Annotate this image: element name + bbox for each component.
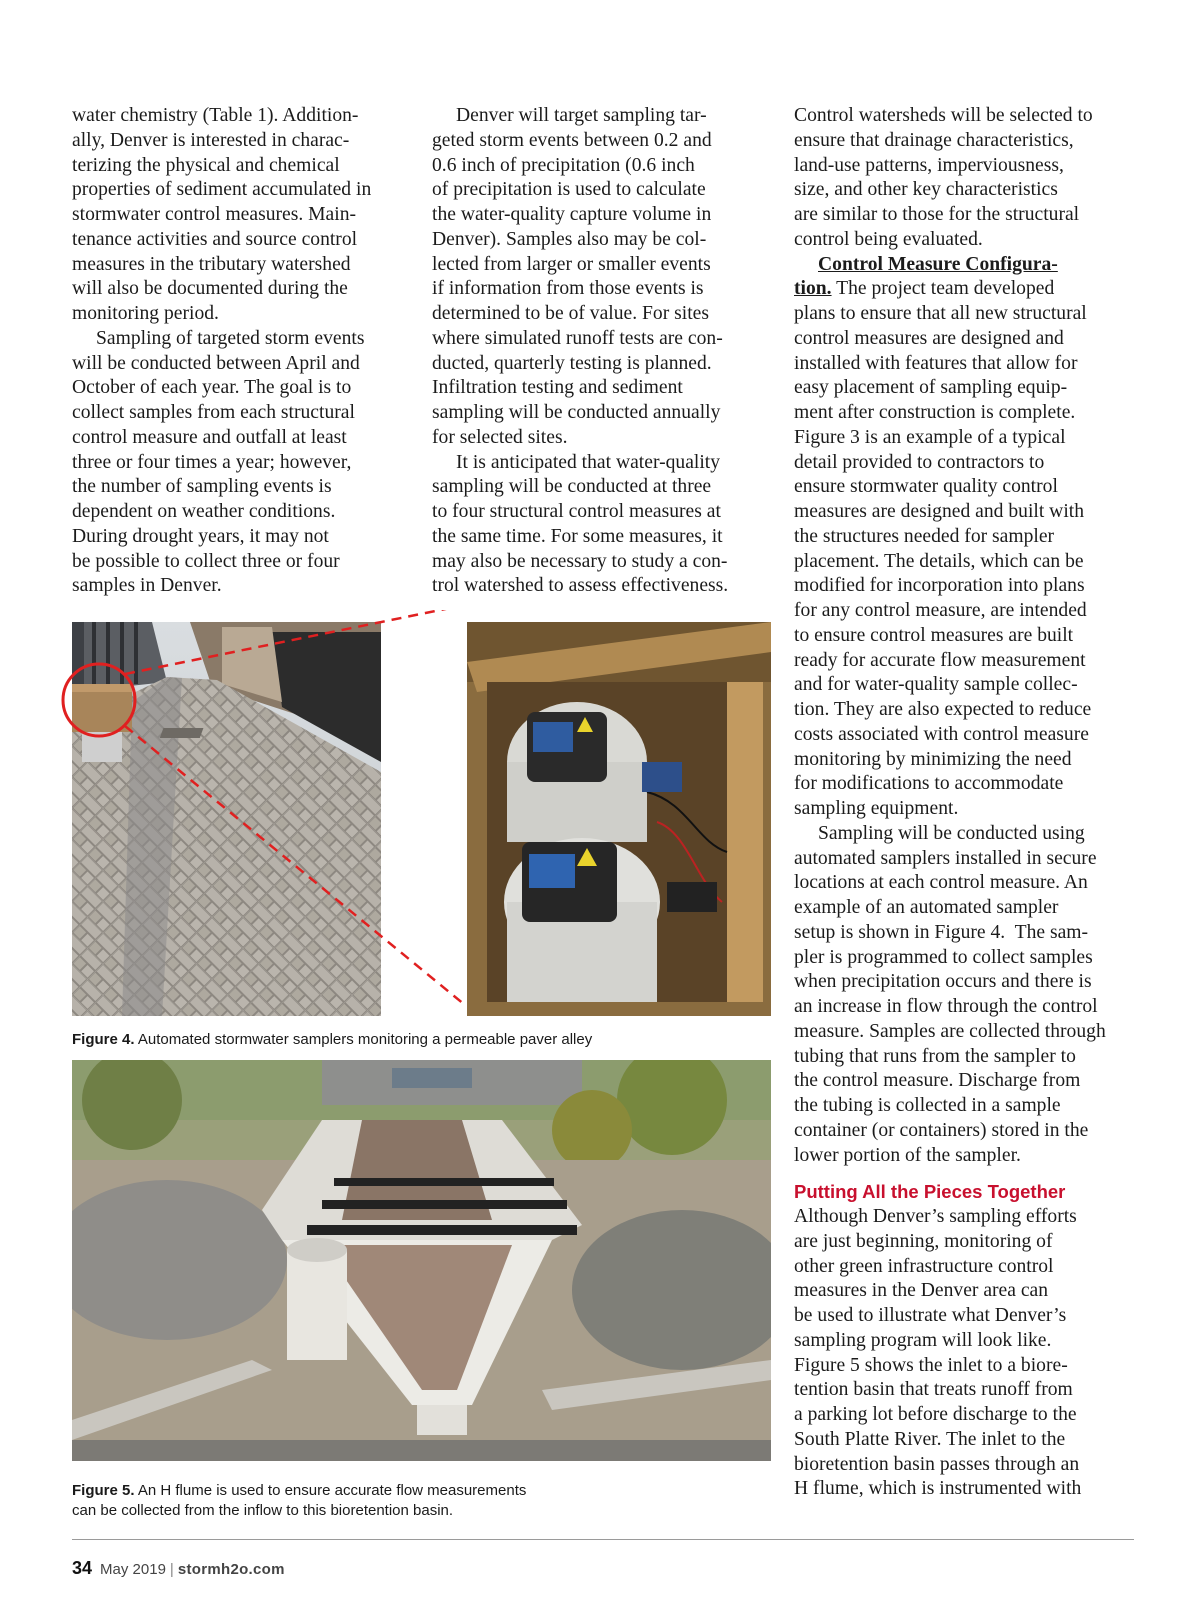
text-line	[794, 277, 1138, 302]
text-line: placement. The details, which can be	[794, 550, 1084, 572]
text-line: costs associated with control measure	[794, 723, 1089, 745]
figure-4-sampler-photo	[467, 622, 771, 1016]
paragraph	[794, 104, 1138, 253]
paragraph	[432, 451, 772, 600]
text-line: when precipitation occurs and there is	[794, 971, 1092, 993]
text-line: control being evaluated.	[794, 228, 983, 250]
text-line: Figure 3 is an example of a typical	[794, 426, 1066, 448]
text-line: tention basin that treats runoff from	[794, 1379, 1073, 1401]
paragraph	[794, 1205, 1138, 1502]
subsection-heading-end: tion.	[794, 278, 832, 300]
text-line: monitoring period.	[72, 303, 219, 324]
text-line: the same time. For some measures, it	[432, 525, 723, 547]
text-line: may also be necessary to study a con-	[432, 550, 728, 572]
text-column-3	[794, 104, 1138, 1502]
text-line: will also be documented during the	[72, 278, 348, 300]
text-line: monitoring by minimizing the need	[794, 748, 1072, 770]
text-line: measures in the Denver area can	[794, 1280, 1049, 1302]
text-line: measures in the tributary watershed	[72, 253, 351, 275]
text-line: water chemistry (Table 1). Addition-	[72, 105, 359, 126]
text-line: modified for incorporation into plans	[794, 575, 1085, 597]
subsection-heading: Control Measure Configura-	[818, 253, 1058, 275]
text-line: bioretention basin passes through an	[794, 1453, 1080, 1475]
text-line: South Platte River. The inlet to the	[794, 1428, 1066, 1450]
text-line: H flume, which is instrumented with	[794, 1478, 1082, 1500]
text-line: During drought years, it may not	[72, 525, 329, 547]
footer-divider	[72, 1539, 1134, 1540]
page-footer	[72, 1558, 285, 1579]
text-line: tion. They are also expected to reduce	[794, 699, 1092, 720]
text-line: an increase in flow through the control	[794, 996, 1098, 1017]
text-line: samples in Denver.	[72, 575, 222, 597]
text-line: It is anticipated that water-quality	[456, 451, 721, 473]
text-line: geted storm events between 0.2 and	[432, 129, 712, 151]
text-line: sampling will be conducted at three	[432, 476, 712, 498]
text-line: ally, Denver is interested in charac-	[72, 129, 350, 151]
text-line: tubing that runs from the sampler to	[794, 1045, 1076, 1067]
text-line: automated samplers installed in secure	[794, 847, 1097, 869]
text-line: pler is programmed to collect samples	[794, 946, 1093, 968]
text-line: example of an automated sampler	[794, 897, 1059, 918]
text-line: container (or containers) stored in the	[794, 1119, 1089, 1141]
section-heading: Putting All the Pieces Together	[794, 1181, 1066, 1203]
text-line: ment after construction is complete.	[794, 402, 1076, 423]
text-line: trol watershed to assess effectiveness.	[432, 575, 729, 597]
paragraph	[794, 253, 1138, 822]
figure-5-caption	[72, 1481, 772, 1521]
text-line: measures are designed and built with	[794, 501, 1085, 522]
text-line: dependent on weather conditions.	[72, 501, 336, 522]
text-line: for any control measure, are intended	[794, 600, 1087, 621]
text-line: 0.6 inch of precipitation (0.6 inch	[432, 154, 695, 176]
text-line: land-use patterns, imperviousness,	[794, 154, 1064, 176]
text-line: and for water-quality sample collec-	[794, 674, 1078, 696]
text-line: determined to be of value. For sites	[432, 303, 709, 324]
text-line: be possible to collect three or four	[72, 550, 340, 572]
text-line: Denver). Samples also may be col-	[432, 228, 707, 250]
text-line: easy placement of sampling equip-	[794, 377, 1068, 399]
text-line: terizing the physical and chemical	[72, 154, 340, 176]
text-line: ensure that drainage characteristics,	[794, 129, 1074, 151]
text-line: collect samples from each structural	[72, 402, 355, 423]
text-line: will be conducted between April and	[72, 352, 360, 374]
text-line: sampling program will look like.	[794, 1329, 1052, 1351]
text-line: control measure and outfall at least	[72, 426, 347, 448]
text-line: sampling will be conducted annually	[432, 402, 721, 423]
text-line: size, and other key characteristics	[794, 179, 1058, 201]
text-line: the structures needed for sampler	[794, 525, 1055, 547]
paragraph	[72, 327, 412, 599]
caption-text: can be collected from the inflow to this bioretention basin.	[72, 1502, 454, 1519]
text-line: detail provided to contractors to	[794, 451, 1045, 473]
text-line: for modifications to accommodate	[794, 773, 1064, 795]
text-line: stormwater control measures. Main-	[72, 204, 357, 225]
text-line: where simulated runoff tests are con-	[432, 327, 723, 349]
text-line: October of each year. The goal is to	[72, 377, 352, 399]
figure-4-alley-photo	[72, 622, 381, 1016]
text-line: plans to ensure that all new structural	[794, 303, 1087, 324]
text-line: Infiltration testing and sediment	[432, 377, 683, 399]
figure-5-flume-photo	[72, 1060, 771, 1461]
caption-text: Automated stormwater samplers monitoring a permeable paver alley	[134, 1031, 593, 1048]
page-number: 34	[72, 1558, 93, 1578]
text-line: sampling equipment.	[794, 798, 959, 819]
figure-label: Figure 4.	[72, 1031, 135, 1048]
caption-text: An H flume is used to ensure accurate flow measurements	[134, 1482, 527, 1499]
paragraph	[794, 822, 1138, 1169]
text-line: Although Denver’s sampling efforts	[794, 1206, 1077, 1227]
text-line: properties of sediment accumulated in	[72, 179, 372, 201]
text-line: are just beginning, monitoring of	[794, 1230, 1053, 1252]
text-line: to ensure control measures are built	[794, 624, 1074, 646]
text-line: measure. Samples are collected through	[794, 1020, 1106, 1042]
text-line: Sampling will be conducted using	[818, 822, 1085, 844]
text-line: installed with features that allow for	[794, 352, 1078, 374]
text-line: three or four times a year; however,	[72, 451, 352, 473]
text-line: be used to illustrate what Denver’s	[794, 1305, 1067, 1326]
text-line: Sampling of targeted storm events	[96, 327, 365, 349]
paragraph	[72, 104, 412, 327]
paragraph	[432, 104, 772, 451]
text-line: the control measure. Discharge from	[794, 1070, 1081, 1092]
text-line: ensure stormwater quality control	[794, 476, 1058, 498]
footer-separator: |	[169, 1561, 174, 1578]
text-line: control measures are designed and	[794, 327, 1064, 349]
text-line: ready for accurate flow measurement	[794, 649, 1086, 671]
text-span: The project team developed	[831, 278, 1055, 300]
website-link[interactable]: stormh2o.com	[177, 1561, 285, 1578]
subsection-heading-line	[794, 253, 1138, 278]
text-line: the water-quality capture volume in	[432, 204, 712, 225]
text-line: other green infrastructure control	[794, 1255, 1054, 1277]
issue-date: May 2019	[100, 1561, 166, 1578]
text-line: Figure 5 shows the inlet to a biore-	[794, 1354, 1068, 1376]
text-line: a parking lot before discharge to the	[794, 1404, 1077, 1425]
figure-label: Figure 5.	[72, 1482, 135, 1499]
text-line: the tubing is collected in a sample	[794, 1095, 1061, 1116]
text-line: the number of sampling events is	[72, 476, 332, 498]
text-line: for selected sites.	[432, 426, 568, 448]
text-column-2	[432, 104, 772, 599]
figure-4-caption	[72, 1030, 772, 1050]
text-line: locations at each control measure. An	[794, 872, 1088, 894]
text-line: lected from larger or smaller events	[432, 253, 711, 275]
text-line: to four structural control measures at	[432, 501, 721, 522]
text-line: of precipitation is used to calculate	[432, 179, 706, 201]
text-line: tenance activities and source control	[72, 228, 358, 250]
text-line: Denver will target sampling tar-	[456, 105, 707, 126]
text-line: Control watersheds will be selected to	[794, 105, 1093, 126]
text-line: ducted, quarterly testing is planned.	[432, 352, 712, 374]
text-line: if information from those events is	[432, 278, 704, 300]
text-line: setup is shown in Figure 4. The sam-	[794, 921, 1089, 943]
text-line: lower portion of the sampler.	[794, 1144, 1021, 1166]
text-line: are similar to those for the structural	[794, 204, 1080, 225]
text-column-1	[72, 104, 412, 599]
